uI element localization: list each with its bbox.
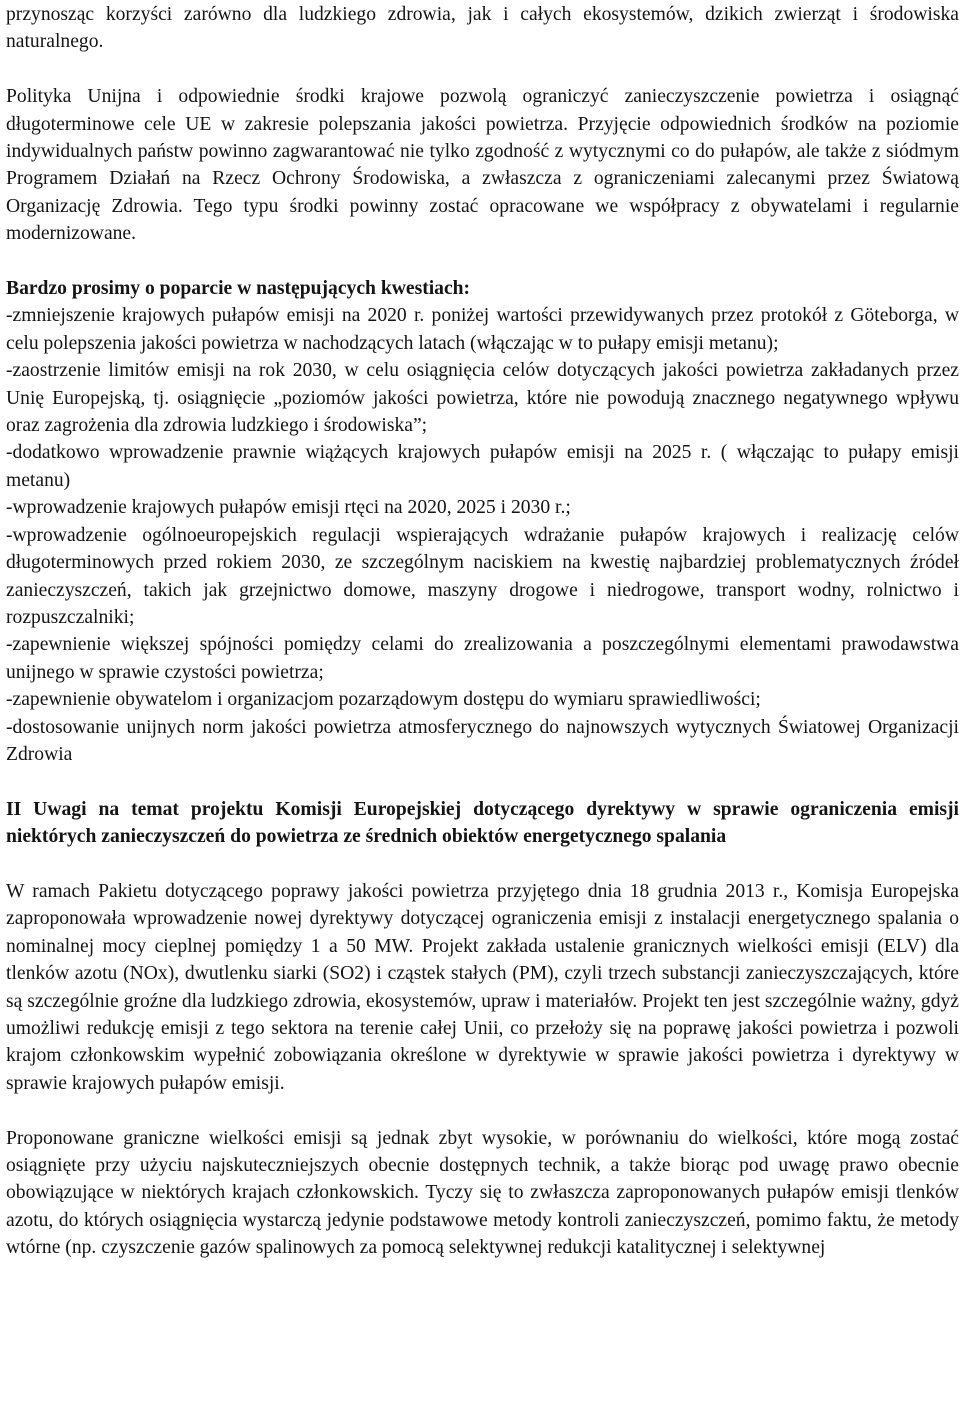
requests-heading: Bardzo prosimy o poparcie w następujących kwestiach:: [6, 278, 471, 300]
paragraph-gap: [6, 851, 959, 878]
paragraph-intro-continuation: przynosząc korzyści zarówno dla ludzkiego zdrowia, jak i całych ekosystemów, dzikich zwierząt i środowiska naturalnego.: [6, 4, 959, 53]
paragraph-gap: [6, 56, 959, 83]
request-item: -zapewnienie obywatelom i organizacjom pozarządowym dostępu do wymiaru sprawiedliwości;: [6, 689, 761, 711]
request-item: -zaostrzenie limitów emisji na rok 2030, w celu osiągnięcia celów dotyczących jakości powietrza zakładanych przez Unię Europejską, tj. osiągnięcie „poziomów jakości powietrza, które nie powodują znacznego negatywnego wpływu oraz zagrożenia dla zdrowia ludzkiego i środowiska”;: [6, 360, 959, 437]
section-heading: II Uwagi na temat projektu Komisji Europejskiej dotyczącego dyrektywy w sprawie ograniczenia emisji niektórych zanieczyszczeń do powietrza ze średnich obiektów energetycznego spalania: [6, 798, 959, 848]
paragraph-gap: [6, 248, 959, 275]
paragraph-emission-limits: Proponowane graniczne wielkości emisji są jednak zbyt wysokie, w porównaniu do wielkości, które mogą zostać osiągnięte przy użyciu najskuteczniejszych obecnie dostępnych technik, a także biorąc pod uwagę prawo obecnie obowiązujące w niektórych krajach członkowskich. Tyczy się to zwłaszcza zaproponowanych pułapów emisji tlenków azotu, do których osiągnięcia wystarczą jedynie podstawowe metody kontroli zanieczyszczeń, pomimo faktu, że metody wtórne (np. czyszczenie gazów spalinowych za pomocą selektywnej redukcji katalitycznej i selektywnej: [6, 1127, 959, 1259]
request-item: -wprowadzenie ogólnoeuropejskich regulacji wspierających wdrażanie pułapów krajowych i realizację celów długoterminowych przed rokiem 2030, ze szczególnym naciskiem na kwestię najbardziej problematycznych źródeł zanieczyszczeń, takich jak grzejnictwo domowe, maszyny drogowe i niedrogowe, transport wodny, rolnictwo i rozpuszczalniki;: [6, 524, 959, 628]
request-item: -dostosowanie unijnych norm jakości powietrza atmosferycznego do najnowszych wytycznych Światowej Organizacji Zdrowia: [6, 716, 959, 765]
paragraph-commission-proposal: W ramach Pakietu dotyczącego poprawy jakości powietrza przyjętego dnia 18 grudnia 2013 r., Komisja Europejska zaproponowała wprowadzenie nowej dyrektywy dotyczącej ograniczenia emisji z instalacji energetycznego spalania o nominalnej mocy cieplnej pomiędzy 1 a 50 MW. Projekt zakłada ustalenie granicznych wielkości emisji (ELV) dla tlenków azotu (NOx), dwutlenku siarki (SO2) i cząstek stałych (PM), czyli trzech substancji zanieczyszczających, które są szczególnie groźne dla ludzkiego zdrowia, ekosystemów, upraw i materiałów. Projekt ten jest szczególnie ważny, gdyż umożliwi redukcję emisji z tego sektora na terenie całej Unii, co przełoży się na poprawę jakości powietrza i pozwoli krajom członkowskim wypełnić zobowiązania określone w dyrektywie w sprawie jakości powietrza i dyrektywy w sprawie krajowych pułapów emisji.: [6, 880, 959, 1094]
requests-list: [6, 302, 959, 768]
request-item: -dodatkowo wprowadzenie prawnie wiążących krajowych pułapów emisji na 2025 r. ( włączając to pułapy emisji metanu): [6, 442, 959, 491]
request-item: -zapewnienie większej spójności pomiędzy celami do zrealizowania a poszczególnymi elementami prawodawstwa unijnego w sprawie czystości powietrza;: [6, 634, 959, 683]
document-page: [6, 1, 959, 1262]
paragraph-gap: [6, 768, 959, 795]
paragraph-eu-policy: Polityka Unijna i odpowiednie środki krajowe pozwolą ograniczyć zanieczyszczenie powietrza i osiągnąć długoterminowe cele UE w zakresie polepszania jakości powietrza. Przyjęcie odpowiednich środków na poziomie indywidualnych państw powinno zagwarantować nie tylko zgodność z wytycznymi co do pułapów, ale także z siódmym Programem Działań na Rzecz Ochrony Środowiska, a zwłaszcza z ograniczeniami zalecanymi przez Światową Organizację Zdrowia. Tego typu środki powinny zostać opracowane we współpracy z obywatelami i regularnie modernizowane.: [6, 86, 959, 245]
paragraph-gap: [6, 1097, 959, 1124]
request-item: -zmniejszenie krajowych pułapów emisji na 2020 r. poniżej wartości przewidywanych przez protokół z Göteborga, w celu polepszenia jakości powietrza w nachodzących latach (włączając w to pułapy emisji metanu);: [6, 305, 959, 354]
request-item: -wprowadzenie krajowych pułapów emisji rtęci na 2020, 2025 i 2030 r.;: [6, 497, 571, 519]
